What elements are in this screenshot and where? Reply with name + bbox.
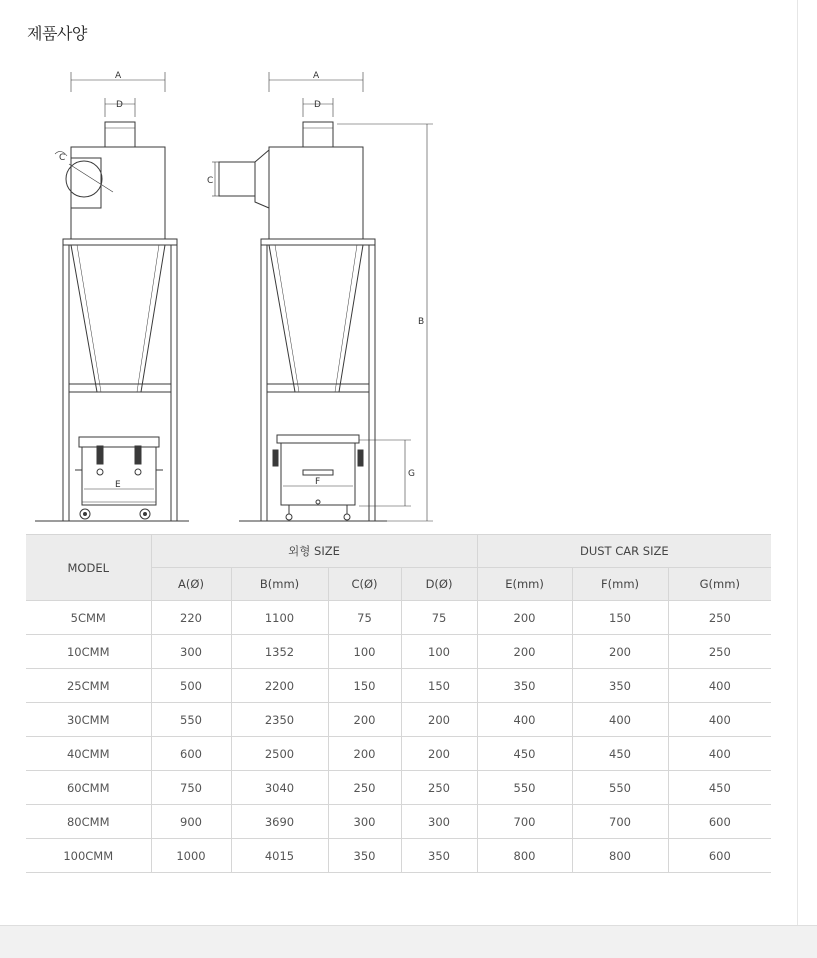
value-cell: 200 <box>572 635 668 669</box>
value-cell: 200 <box>328 737 401 771</box>
value-cell: 400 <box>668 737 771 771</box>
value-cell: 250 <box>328 771 401 805</box>
header-a: A(Ø) <box>151 568 231 601</box>
value-cell: 400 <box>668 703 771 737</box>
table-row <box>26 601 771 635</box>
value-cell: 400 <box>477 703 572 737</box>
model-cell: 60CMM <box>26 771 151 805</box>
value-cell: 200 <box>401 737 477 771</box>
page-title: 제품사양 <box>27 24 87 43</box>
value-cell: 1100 <box>231 601 328 635</box>
value-cell: 400 <box>572 703 668 737</box>
model-cell: 30CMM <box>26 703 151 737</box>
model-cell: 40CMM <box>26 737 151 771</box>
dim-label-d: D <box>116 100 123 110</box>
value-cell: 350 <box>328 839 401 873</box>
header-b: B(mm) <box>231 568 328 601</box>
model-cell: 25CMM <box>26 669 151 703</box>
dim-label-b: B <box>418 317 425 327</box>
value-cell: 2200 <box>231 669 328 703</box>
value-cell: 300 <box>151 635 231 669</box>
value-cell: 250 <box>668 601 771 635</box>
value-cell: 350 <box>572 669 668 703</box>
dim-label-a: A <box>115 71 122 81</box>
dim-label-g: G <box>408 469 415 479</box>
dim-label-e: E <box>115 480 121 490</box>
table-row <box>26 737 771 771</box>
value-cell: 250 <box>401 771 477 805</box>
dim-label-a-side: A <box>313 71 320 81</box>
value-cell: 800 <box>477 839 572 873</box>
header-f: F(mm) <box>572 568 668 601</box>
value-cell: 4015 <box>231 839 328 873</box>
header-g: G(mm) <box>668 568 771 601</box>
value-cell: 250 <box>668 635 771 669</box>
content-divider <box>797 0 798 925</box>
value-cell: 900 <box>151 805 231 839</box>
value-cell: 300 <box>328 805 401 839</box>
cyclone-dust-collector-drawing <box>27 62 447 528</box>
value-cell: 700 <box>572 805 668 839</box>
header-e: E(mm) <box>477 568 572 601</box>
value-cell: 3690 <box>231 805 328 839</box>
value-cell: 600 <box>151 737 231 771</box>
value-cell: 400 <box>668 669 771 703</box>
header-group-outer-size: 외형 SIZE <box>151 535 477 568</box>
value-cell: 220 <box>151 601 231 635</box>
model-cell: 80CMM <box>26 805 151 839</box>
dim-label-f: F <box>315 477 321 487</box>
header-c: C(Ø) <box>328 568 401 601</box>
value-cell: 300 <box>401 805 477 839</box>
value-cell: 800 <box>572 839 668 873</box>
value-cell: 200 <box>477 635 572 669</box>
model-cell: 100CMM <box>26 839 151 873</box>
value-cell: 2350 <box>231 703 328 737</box>
value-cell: 200 <box>328 703 401 737</box>
header-model: MODEL <box>26 535 151 601</box>
value-cell: 450 <box>477 737 572 771</box>
model-cell: 10CMM <box>26 635 151 669</box>
value-cell: 200 <box>477 601 572 635</box>
dim-label-d-side: D <box>314 100 321 110</box>
table-row <box>26 703 771 737</box>
table-row <box>26 669 771 703</box>
header-group-dust-car-size: DUST CAR SIZE <box>477 535 771 568</box>
value-cell: 100 <box>328 635 401 669</box>
footer-band <box>0 925 817 958</box>
value-cell: 550 <box>572 771 668 805</box>
value-cell: 150 <box>401 669 477 703</box>
value-cell: 1352 <box>231 635 328 669</box>
value-cell: 750 <box>151 771 231 805</box>
value-cell: 100 <box>401 635 477 669</box>
value-cell: 600 <box>668 839 771 873</box>
value-cell: 450 <box>572 737 668 771</box>
dim-label-c-front: C <box>59 153 66 163</box>
table-row <box>26 839 771 873</box>
value-cell: 75 <box>328 601 401 635</box>
value-cell: 150 <box>328 669 401 703</box>
value-cell: 350 <box>401 839 477 873</box>
value-cell: 500 <box>151 669 231 703</box>
value-cell: 550 <box>477 771 572 805</box>
table-row <box>26 771 771 805</box>
value-cell: 1000 <box>151 839 231 873</box>
header-d: D(Ø) <box>401 568 477 601</box>
table-row <box>26 635 771 669</box>
table-row <box>26 805 771 839</box>
value-cell: 700 <box>477 805 572 839</box>
value-cell: 450 <box>668 771 771 805</box>
side-view <box>207 71 433 521</box>
value-cell: 75 <box>401 601 477 635</box>
value-cell: 350 <box>477 669 572 703</box>
value-cell: 600 <box>668 805 771 839</box>
value-cell: 150 <box>572 601 668 635</box>
spec-table-body <box>26 601 771 873</box>
value-cell: 200 <box>401 703 477 737</box>
value-cell: 550 <box>151 703 231 737</box>
value-cell: 3040 <box>231 771 328 805</box>
model-cell: 5CMM <box>26 601 151 635</box>
value-cell: 2500 <box>231 737 328 771</box>
front-view <box>35 71 189 521</box>
spec-table <box>26 534 771 873</box>
dim-label-c: C <box>207 176 214 186</box>
